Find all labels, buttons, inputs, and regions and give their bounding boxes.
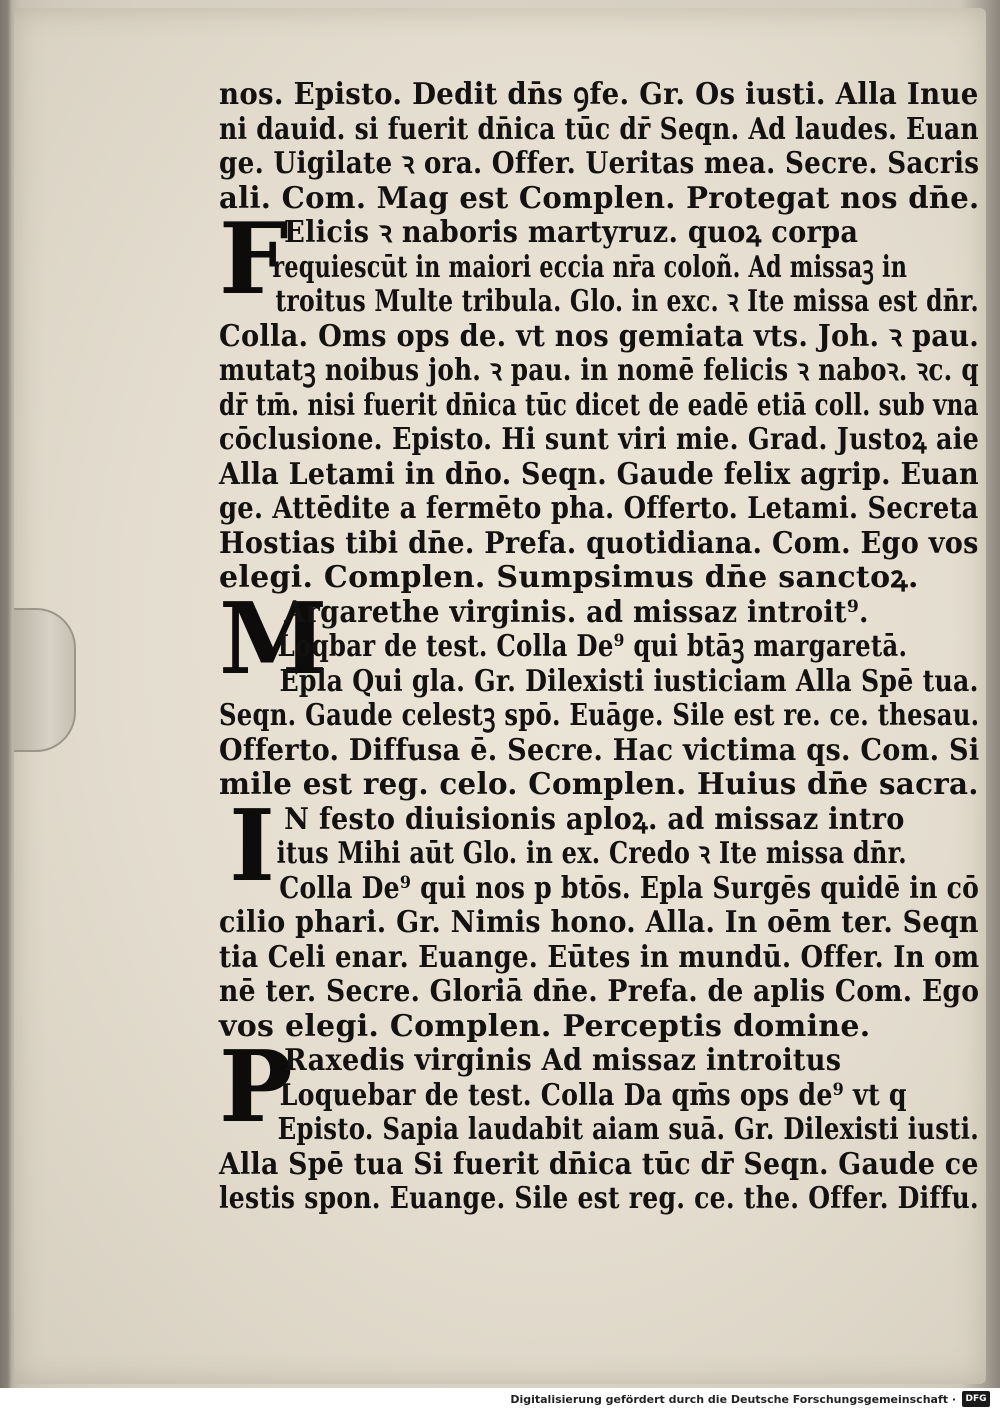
text-line: troitus Multe tribula. Glo. in exc. ꝛ Ite missa est dn̄r. <box>275 284 979 319</box>
text-line: ni dauid. si fuerit dn̄ica tūc dr̄ Seqn. Ad laudes. Euan <box>219 111 979 147</box>
text-line: Loquebar de test. Colla Da qm̄s ops de⁹ vt q <box>279 1077 907 1113</box>
text-block <box>219 78 979 1217</box>
paragraph <box>219 581 980 803</box>
text-line: vos elegi. Complen. Perceptis domine. <box>219 1008 871 1044</box>
text-line: Loqbar de test. Colla De⁹ qui btāꝫ margaretā. <box>277 629 908 664</box>
text-line: cōclusione. Episto. Hi sunt viri mie. Grad. Justoꝝ aie <box>219 422 980 457</box>
text-line: Raxedis virginis Ad missaz introitus <box>284 1043 842 1078</box>
page-clip <box>14 608 76 752</box>
decorated-initial: M <box>219 581 328 697</box>
text-line: tia Celi enar. Euange. Eūtes in mundū. Offer. In om <box>219 939 980 975</box>
footer-credit: Digitalisierung gefördert durch die Deutsche Forschungsgemeinschaft · <box>510 1393 956 1406</box>
text-line: elegi. Complen. Sumpsimus dn̄e sanctoꝝ. <box>219 560 919 595</box>
text-line: Argarethe virginis. ad missaz introit⁹. <box>284 594 869 630</box>
text-line: ge. Attēdite a fermēto pha. Offerto. Letami. Secreta <box>219 491 979 526</box>
text-line: lestis spon. Euange. Sile est reg. ce. the. Offer. Diffu. <box>219 1181 979 1216</box>
text-line: itus Mihi aūt Glo. in ex. Credo ꝛ Ite missa dn̄r. <box>276 836 907 871</box>
text-line: mile est reg. celo. Complen. Huius dn̄e sacra. <box>219 767 979 802</box>
text-line: Alla Spē tua Si fuerit dn̄ica tūc dr̄ Seqn. Gaude ce <box>219 1146 979 1182</box>
paragraph <box>219 202 980 596</box>
decorated-initial: I <box>229 788 275 904</box>
footer-bar <box>0 1388 1000 1412</box>
text-line: mutatꝫ noibus joh. ꝛ pau. in nomē felicis ꝛ naboꝛ. ꝛc. q <box>219 353 979 388</box>
text-line: Alla Letami in dn̄o. Seqn. Gaude felix agrip. Euan <box>219 456 979 492</box>
text-line: Colla De⁹ qui nos p btōs. Epla Surgēs quidē in cō <box>279 870 980 906</box>
text-line: Hostias tibi dn̄e. Prefa. quotidiana. Com. Ego vos <box>219 525 979 561</box>
text-line: nos. Episto. Dedit dn̄s ꝯfe. Gr. Os iusti. Alla Inue <box>219 77 979 112</box>
text-line: Seqn. Gaude celestꝫ spō. Euāge. Sile est re. ce. thesau. <box>219 698 980 733</box>
text-line: nē ter. Secre. Gloriā dn̄e. Prefa. de aplis Com. Ego <box>219 974 980 1009</box>
text-line: Episto. Sapia laudabit aiam suā. Gr. Dilexisti iusti. <box>277 1112 979 1147</box>
text-line: ge. Uigilate ꝛ ora. Offer. Ueritas mea. Secre. Sacris <box>219 146 980 181</box>
paragraph <box>219 1030 979 1217</box>
decorated-initial: P <box>219 1030 293 1145</box>
dfg-logo: DFG <box>962 1391 990 1407</box>
paragraph <box>219 788 980 1045</box>
text-line: Colla. Oms ops de. vt nos gemiata vts. Joh. ꝛ pau. <box>219 318 980 354</box>
text-line: Elicis ꝛ naboris martyruz. quoꝝ corpa <box>284 215 859 250</box>
text-line: cilio phari. Gr. Nimis hono. Alla. In oēm ter. Seqn <box>219 905 979 940</box>
text-line: ali. Com. Mag est Complen. Protegat nos dn̄e. <box>219 180 980 216</box>
decorated-initial: F <box>219 202 289 317</box>
text-line: requiescūt in maiori eccia nr̄a coloñ. Ad missaꝫ in <box>272 249 908 285</box>
text-line: N festo diuisionis aploꝝ. ad missaz intro <box>284 801 905 837</box>
text-line: Offerto. Diffusa ē. Secre. Hac victima qs. Com. Si <box>219 732 980 768</box>
book-page <box>14 8 986 1384</box>
text-line: Epla Qui gla. Gr. Dilexisti iusticiam Alla Spē tua. <box>279 663 979 699</box>
text-line: dr̄ tm̄. nisi fuerit dn̄ica tūc dicet de eadē etiā coll. sub vna <box>219 387 979 423</box>
paragraph <box>219 78 979 216</box>
